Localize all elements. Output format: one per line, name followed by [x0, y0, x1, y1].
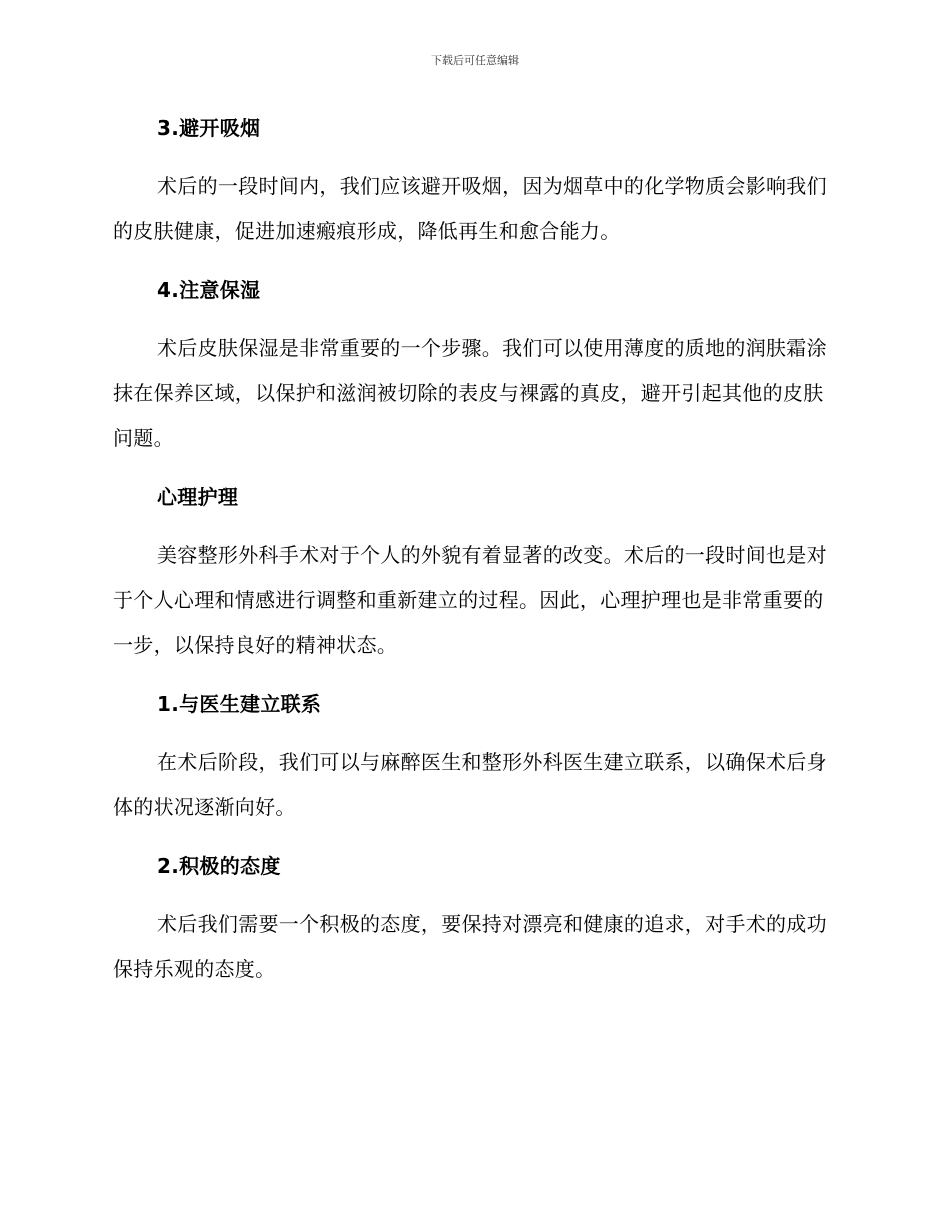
page-header: 下载后可任意编辑 — [431, 54, 519, 67]
document-body — [113, 106, 835, 992]
section-heading-psychological-care: 心理护理 — [157, 485, 239, 509]
section-paragraph-contact-doctor: 在术后阶段，我们可以与麻醉医生和整形外科医生建立联系，以确保术后身体的状况逐渐向好。 — [113, 750, 827, 819]
section-heading-avoid-smoking: 3.避开吸烟 — [157, 116, 261, 140]
section-heading-contact-doctor: 1.与医生建立联系 — [157, 692, 322, 716]
section-heading-positive-attitude: 2.积极的态度 — [157, 854, 281, 878]
section-paragraph-moisturize: 术后皮肤保湿是非常重要的一个步骤。我们可以使用薄度的质地的润肤霜涂抹在保养区域，以保护和滋润被切除的表皮与裸露的真皮，避开引起其他的皮肤问题。 — [113, 336, 827, 450]
section-paragraph-avoid-smoking: 术后的一段时间内，我们应该避开吸烟，因为烟草中的化学物质会影响我们的皮肤健康，促进加速瘢痕形成，降低再生和愈合能力。 — [113, 174, 827, 243]
section-paragraph-psychological-care: 美容整形外科手术对于个人的外貌有着显著的改变。术后的一段时间也是对于个人心理和情感进行调整和重新建立的过程。因此，心理护理也是非常重要的一步，以保持良好的精神状态。 — [113, 543, 827, 657]
section-heading-moisturize: 4.注意保湿 — [157, 278, 261, 302]
section-paragraph-positive-attitude: 术后我们需要一个积极的态度，要保持对漂亮和健康的追求，对手术的成功保持乐观的态度。 — [113, 912, 827, 981]
